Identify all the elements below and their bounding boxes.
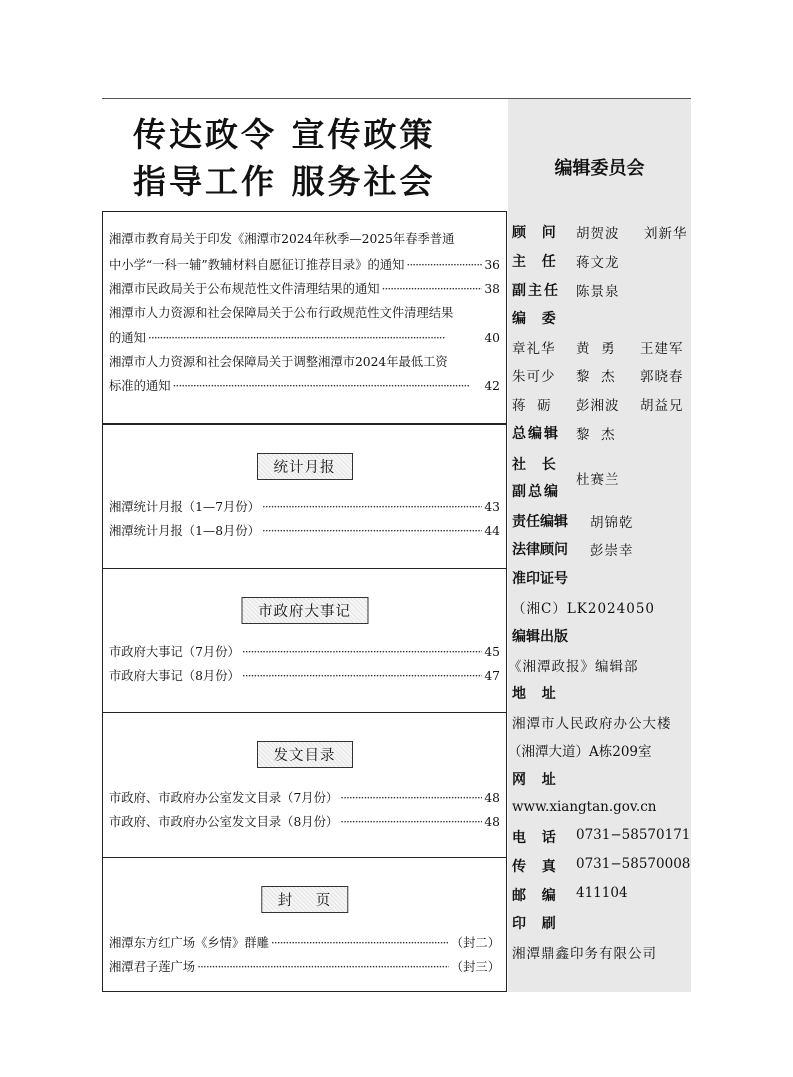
leader-dots [271,935,449,951]
toc-item[interactable] [109,814,500,830]
president-row: 社 长 [512,457,558,473]
toc-item-page: 43 [484,500,500,514]
toc-item-1[interactable] [109,257,500,273]
leader-dots [340,790,482,806]
leader-dots [242,668,483,684]
toc-item-title: 中小学“一科一辅”教辅材料自愿征订推荐目录》的通知 [109,258,405,272]
toc-item-page: 42 [484,379,500,393]
leader-dots [148,330,482,346]
leader-dots [382,281,483,297]
leader-dots [242,644,483,660]
toc-item-title: 市政府、市政府办公室发文目录（8月份） [109,815,339,829]
toc-item-page: 48 [484,791,500,805]
permit-label: 准印证号 [512,571,568,587]
toc-item-title: 湘潭统计月报（1—7月份） [109,500,260,514]
toc-box-notices [102,211,507,424]
toc-item-page: 44 [484,524,500,538]
toc-item-title: 市政府、市政府办公室发文目录（7月份） [109,791,339,805]
editorial-sidebar: 编辑委员会 顾 问 胡贺波 刘新华 主 任 蒋文龙 副主任 陈景泉 编 委 章礼华 黄 勇 王建军 朱可少 黎 杰 郭晓春 蒋 砺 彭湘波 胡益兄 总编辑 黎 杰 社 长 杜赛兰 副总编 责任编辑 胡锦乾 法律顾问 彭崇幸 准印证号 （湘C）LK2024050 编辑出版 《湘潭政报》编辑部 地 址 湘潭市人民政府办公大楼 （湘潭大道）A栋209室 网 址 www.xiangtan.gov.cn 电 话 0731−58570171 传 真 0731−58570008 邮 编 411104 印 刷 湘潭鼎鑫印务有限公司 [508,99,691,992]
address-label: 地 址 [512,686,558,702]
website-label: 网 址 [512,772,558,788]
toc-item[interactable] [109,959,500,975]
section-heading: 发文目录 [257,741,353,768]
section-heading: 市政府大事记 [241,597,368,624]
toc-item-page: 38 [484,282,500,296]
toc-box-documents [102,712,507,858]
toc-item-title: 湘潭市民政局关于公布规范性文件清理结果的通知 [109,282,380,296]
legal-row: 法律顾问 彭崇幸 [512,542,634,559]
publisher-label: 编辑出版 [512,629,568,645]
toc-item-3[interactable] [109,330,500,346]
leader-dots [197,959,449,975]
toc-item-3-line1[interactable]: 湘潭市人力资源和社会保障局关于公布行政规范性文件清理结果 [109,306,454,320]
postcode-row: 邮 编 411104 [512,885,628,904]
advisor-row: 顾 问 胡贺波 刘新华 [512,225,688,242]
deputy-row: 副主任 陈景泉 [512,283,620,300]
toc-item-1-line1[interactable]: 湘潭市教育局关于印发《湘潭市2024年秋季—2025年春季普通 [109,232,455,246]
chief-editor-row: 总编辑 黎 杰 [512,426,616,443]
toc-item-4[interactable] [109,378,500,394]
leader-dots [340,814,482,830]
leader-dots [173,378,483,394]
toc-item[interactable] [109,668,500,684]
toc-item-title: 标准的通知 [109,379,171,393]
toc-item-title: 湘潭君子莲广场 [109,960,196,974]
resp-editor-row: 责任编辑 胡锦乾 [512,514,634,531]
toc-item[interactable] [109,790,500,806]
committee-title: 编辑委员会 [554,158,645,179]
printer-label: 印 刷 [512,916,558,932]
slogan-line-2: 指导工作 服务社会 [133,162,436,201]
director-row: 主 任 蒋文龙 [512,254,620,271]
toc-item[interactable] [109,644,500,660]
toc-item-page: 47 [484,669,500,683]
toc-item-title: 的通知 [109,331,146,345]
toc-item-2[interactable] [109,281,500,297]
members-label: 编 委 [512,311,558,327]
toc-item[interactable] [109,523,500,539]
fax-row: 传 真 0731−58570008 [512,856,691,875]
toc-item-page: 36 [484,258,500,272]
slogan-line-1: 传达政令 宣传政策 [133,115,436,154]
toc-item-page: 45 [484,645,500,659]
section-heading: 封 页 [261,886,348,913]
toc-item[interactable] [109,499,500,515]
leader-dots [262,523,482,539]
toc-item-page: 40 [484,331,500,345]
toc-item-title: 市政府大事记（8月份） [109,669,240,683]
toc-item-title: 湘潭统计月报（1—8月份） [109,524,260,538]
toc-item-page: （封三） [450,960,500,974]
toc-box-statistics [102,424,507,569]
phone-row: 电 话 0731−58570171 [512,827,691,846]
toc-item-page: 48 [484,815,500,829]
toc-item-page: （封二） [450,936,500,950]
toc-item[interactable] [109,935,500,951]
toc-box-cover [102,857,507,992]
toc-item-title: 市政府大事记（7月份） [109,645,240,659]
toc-box-events [102,568,507,713]
section-heading: 统计月报 [257,453,353,480]
vice-chief-row: 副总编 [512,484,560,500]
toc-item-title: 湘潭东方红广场《乡情》群雕 [109,936,269,950]
leader-dots [262,499,482,515]
leader-dots [406,257,482,273]
toc-item-4-line1[interactable]: 湘潭市人力资源和社会保障局关于调整湘潭市2024年最低工资 [109,355,448,369]
